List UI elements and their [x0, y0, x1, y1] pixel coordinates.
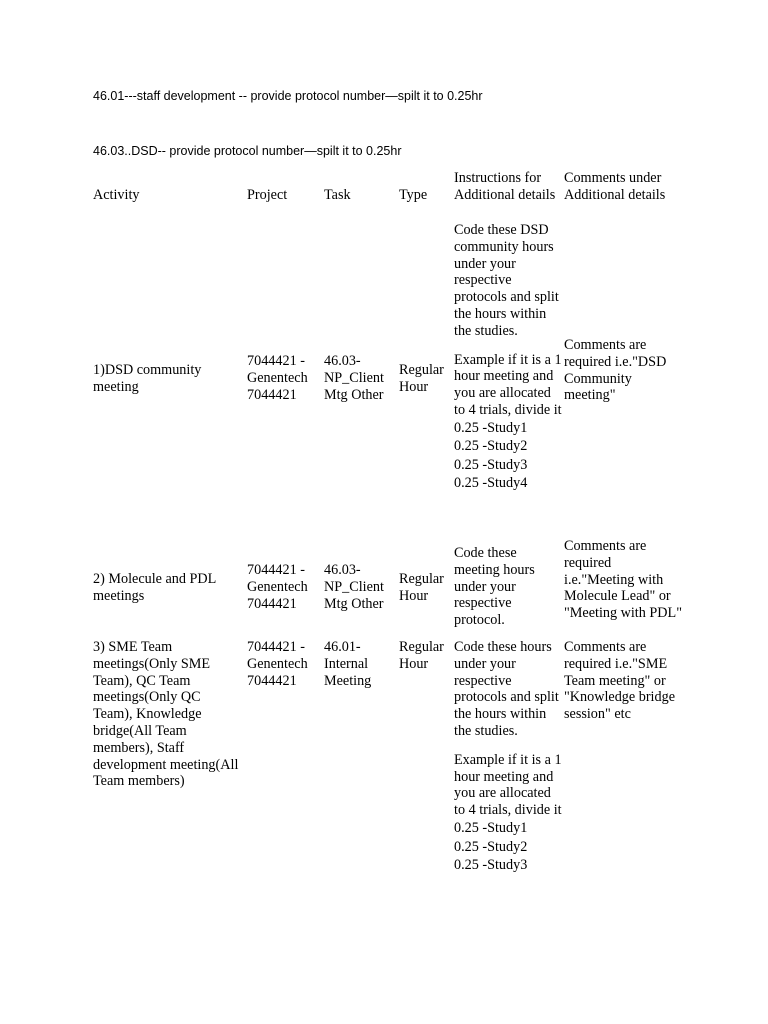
- row3-type: Regular Hour: [399, 639, 444, 672]
- row2-comments: Comments are required i.e."Meeting with Molecule Lead" or "Meeting with PDL": [564, 538, 682, 622]
- row3-task: 46.01-Internal Meeting: [324, 639, 372, 689]
- row1-type: Regular Hour: [399, 362, 444, 395]
- header-activity: Activity: [93, 187, 140, 203]
- row1-instructions: [454, 222, 562, 492]
- row1-comments: Comments are required i.e."DSD Community meeting": [564, 337, 667, 404]
- row3-project: 7044421 - Genentech 7044421: [247, 639, 308, 689]
- row1-task: 46.03-NP_Client Mtg Other: [324, 353, 384, 403]
- row2-activity: 2) Molecule and PDL meetings: [93, 571, 216, 604]
- row2-instructions: Code these meeting hours under your respective protocol.: [454, 545, 535, 629]
- row3-study-line: 0.25 -Study2: [454, 838, 528, 855]
- header-instructions: Instructions for Additional details: [454, 170, 556, 203]
- row1-study-line: 0.25 -Study1: [454, 420, 528, 437]
- header-project: Project: [247, 187, 288, 203]
- row1-study-line: 0.25 -Study2: [454, 438, 528, 455]
- row1-activity: 1)DSD community meeting: [93, 362, 202, 395]
- row1-study-line: 0.25 -Study4: [454, 474, 528, 491]
- header-task: Task: [324, 187, 351, 203]
- row2-type: Regular Hour: [399, 571, 444, 604]
- row2-project: 7044421 - Genentech 7044421: [247, 562, 308, 612]
- row1-example-text: Example if it is a 1 hour meeting and you are allocated to 4 trials, divide it: [454, 351, 562, 418]
- header-comments: Comments under Additional details: [564, 170, 666, 203]
- row3-instructions: [454, 639, 562, 874]
- row3-instructions-text: Code these hours under your respective protocols and split the hours within the studies.: [454, 639, 559, 739]
- row3-activity: 3) SME Team meetings(Only SME Team), QC Team meetings(Only QC Team), Knowledge bridge(All Team members), Staff development meeting(All Team members): [93, 639, 239, 790]
- row3-study-line: 0.25 -Study1: [454, 820, 528, 837]
- row3-comments: Comments are required i.e."SME Team meeting" or "Knowledge bridge session" etc: [564, 639, 675, 723]
- row2-task: 46.03-NP_Client Mtg Other: [324, 562, 384, 612]
- row1-project: 7044421 - Genentech 7044421: [247, 353, 308, 403]
- row3-example-text: Example if it is a 1 hour meeting and you are allocated to 4 trials, divide it: [454, 751, 562, 819]
- row1-instructions-text: Code these DSD community hours under your respective protocols and split the hours within the studies.: [454, 222, 559, 339]
- row1-study-line: 0.25 -Study3: [454, 456, 528, 473]
- note-staff-development: 46.01---staff development -- provide protocol number—spilt it to 0.25hr: [93, 89, 483, 103]
- header-type: Type: [399, 187, 428, 203]
- row3-study-line: 0.25 -Study3: [454, 856, 528, 873]
- note-dsd: 46.03..DSD-- provide protocol number—spilt it to 0.25hr: [93, 144, 402, 158]
